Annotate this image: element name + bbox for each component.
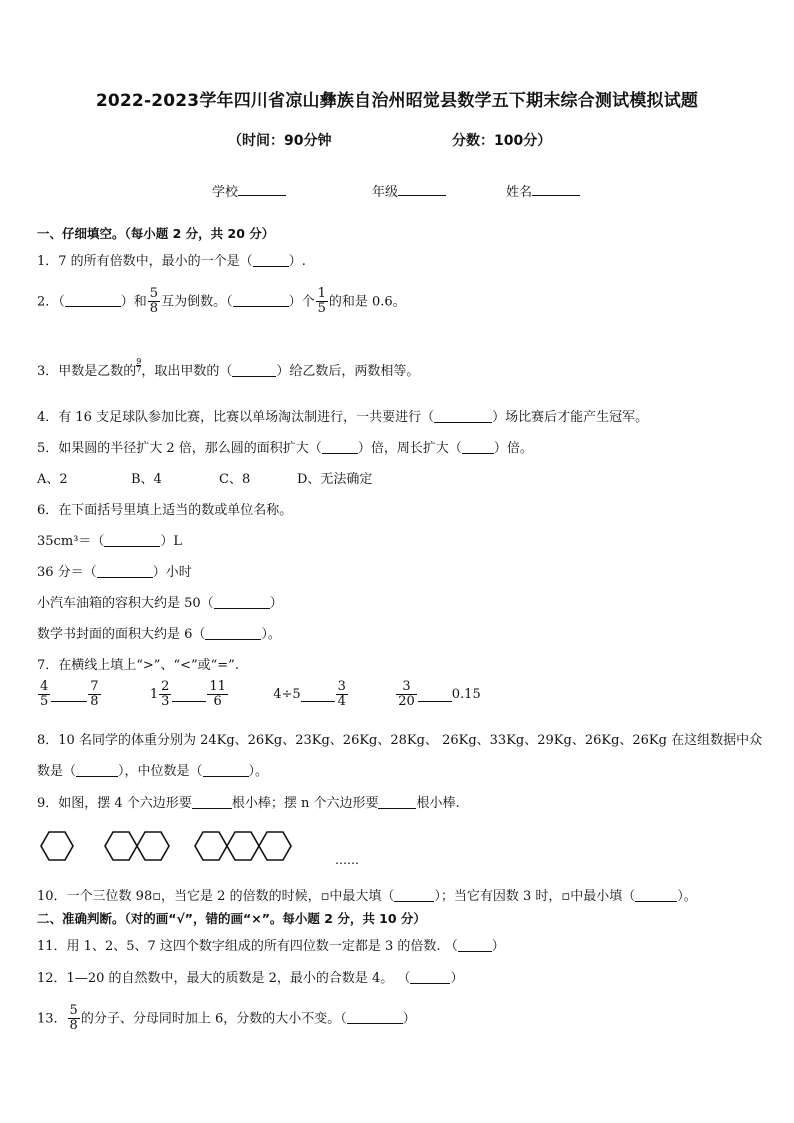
- question-6: 6．在下面括号里填上适当的数或单位名称。: [37, 503, 293, 518]
- answer-blank[interactable]: [410, 970, 450, 984]
- question-5: 5．如果圆的半径扩大 2 倍，那么圆的面积扩大（ ）倍，周长扩大（ ）倍。: [37, 441, 533, 456]
- question-7: 7．在横线上填上“>”、“<”或“=”.: [37, 658, 239, 673]
- continuation-dots: ……: [335, 853, 359, 867]
- exam-title: 2022-2023学年四川省凉山彝族自治州昭觉县数学五下期末综合测试模拟试题: [95, 91, 699, 111]
- option-b[interactable]: B、4: [131, 472, 162, 487]
- school-label: 学校: [212, 185, 239, 200]
- hexagon-pattern-diagram: [37, 822, 377, 868]
- answer-blank[interactable]: [203, 763, 249, 777]
- question-5-options: [37, 468, 372, 487]
- answer-blank[interactable]: [458, 938, 492, 952]
- hexagon-3a: [195, 832, 227, 860]
- compare-blank[interactable]: [418, 688, 452, 702]
- grade-label: 年级: [372, 185, 399, 200]
- question-6b: 36 分＝（ ）小时: [37, 565, 192, 580]
- question-7-items: [37, 680, 481, 710]
- hexagon-3b: [227, 832, 259, 860]
- school-field: [212, 181, 286, 200]
- answer-blank[interactable]: [378, 795, 416, 809]
- compare-item-1: $\frac{4}{5}$ $\frac{7}{8}$: [40, 679, 99, 710]
- compare-blank[interactable]: [172, 688, 206, 702]
- grade-field: [372, 181, 446, 200]
- question-4: 4．有 16 支足球队参加比赛，比赛以单场淘汰制进行，一共要进行（ ）场比赛后才能产生冠军。: [37, 410, 649, 425]
- compare-blank[interactable]: [51, 688, 87, 702]
- answer-blank[interactable]: [205, 626, 261, 640]
- answer-blank[interactable]: [65, 293, 121, 307]
- answer-blank[interactable]: [233, 293, 289, 307]
- option-d[interactable]: D、无法确定: [297, 472, 373, 487]
- question-6a: 35cm³＝（ ）L: [37, 534, 183, 549]
- hexagon-2a: [105, 832, 137, 860]
- exam-score: 分数：100分）: [452, 133, 552, 149]
- answer-blank[interactable]: [434, 409, 492, 423]
- question-1: 1．7 的所有倍数中，最小的一个是（ ）.: [37, 254, 306, 269]
- hexagon-figures: [37, 822, 377, 872]
- question-3: 3．甲数是乙数的 $\frac{9}{7}$ ，取出甲数的（ ）给乙数后，两数相等。: [37, 357, 420, 380]
- hexagon-3c: [259, 832, 291, 860]
- question-13: 13． $\frac{5}{8}$ 的分子、分母同时加上 6，分数的大小不变。（ ）: [37, 1003, 416, 1034]
- option-a[interactable]: A、2: [37, 472, 68, 487]
- answer-blank[interactable]: [347, 1010, 403, 1024]
- answer-blank[interactable]: [253, 253, 289, 267]
- hexagon-1: [41, 832, 73, 860]
- answer-blank[interactable]: [232, 363, 276, 377]
- fraction: $\frac{1}{5}$: [317, 286, 326, 317]
- answer-blank[interactable]: [76, 763, 118, 777]
- option-c[interactable]: C、8: [219, 472, 251, 487]
- question-2: 2．（ ）和 $\frac{5}{8}$ 互为倒数。（ ）个 $\frac{1}{5}$ 的和是 0.6。: [37, 286, 406, 317]
- answer-blank[interactable]: [192, 795, 232, 809]
- question-12: 12．1—20 的自然数中，最大的质数是 2，最小的合数是 4。 （ ）: [37, 971, 464, 986]
- section-1-heading: 一、仔细填空。（每小题 2 分，共 20 分）: [37, 226, 275, 241]
- fraction: $\frac{5}{8}$: [149, 286, 159, 317]
- section-2-heading: 二、准确判断。（对的画“√”，错的画“×”。每小题 2 分，共 10 分）: [37, 911, 426, 926]
- fraction: $\frac{5}{8}$: [69, 1003, 78, 1034]
- question-8-line-2: 数是（ ），中位数是（ ）。: [37, 764, 269, 779]
- fraction-small: $\frac{9}{7}$: [136, 357, 142, 375]
- answer-blank[interactable]: [635, 888, 677, 902]
- school-blank[interactable]: [238, 183, 286, 196]
- answer-blank[interactable]: [214, 595, 270, 609]
- answer-blank[interactable]: [394, 888, 434, 902]
- question-10: 10．一个三位数 98▫，当它是 2 的倍数的时候，▫中最大填（ ）；当它有因数 3 时，▫中最小填（ ）。: [37, 889, 697, 904]
- answer-blank[interactable]: [97, 564, 153, 578]
- question-8-line-1: 8．10 名同学的体重分别为 24Kg、26Kg、23Kg、26Kg、28Kg、 26Kg、33Kg、29Kg、26Kg、26Kg 在这组数据中众: [37, 733, 763, 748]
- question-6c: 小汽车油箱的容积大约是 50（ ）: [37, 596, 283, 611]
- hexagon-2b: [137, 832, 169, 860]
- name-label: 姓名: [506, 185, 533, 200]
- name-blank[interactable]: [532, 183, 580, 196]
- exam-time: （时间：90分钟: [228, 133, 332, 149]
- name-field: [506, 181, 580, 200]
- answer-blank[interactable]: [322, 440, 358, 454]
- question-6d: 数学书封面的面积大约是 6（ ）。: [37, 627, 281, 642]
- compare-blank[interactable]: [301, 688, 335, 702]
- answer-blank[interactable]: [462, 440, 494, 454]
- compare-item-2: 1 $\frac{2}{3}$ $\frac{11}{6}$: [149, 679, 226, 710]
- grade-blank[interactable]: [398, 183, 446, 196]
- compare-item-3: 4÷5 $\frac{3}{4}$: [273, 679, 346, 710]
- answer-blank[interactable]: [104, 533, 160, 547]
- question-9: 9．如图，摆 4 个六边形要 根小棒；摆 n 个六边形要 根小棒.: [37, 796, 460, 811]
- compare-item-4: $\frac{3}{20}$ 0.15: [398, 679, 481, 710]
- question-11: 11．用 1、2、5、7 这四个数字组成的所有四位数一定都是 3 的倍数. （ ）: [37, 939, 505, 954]
